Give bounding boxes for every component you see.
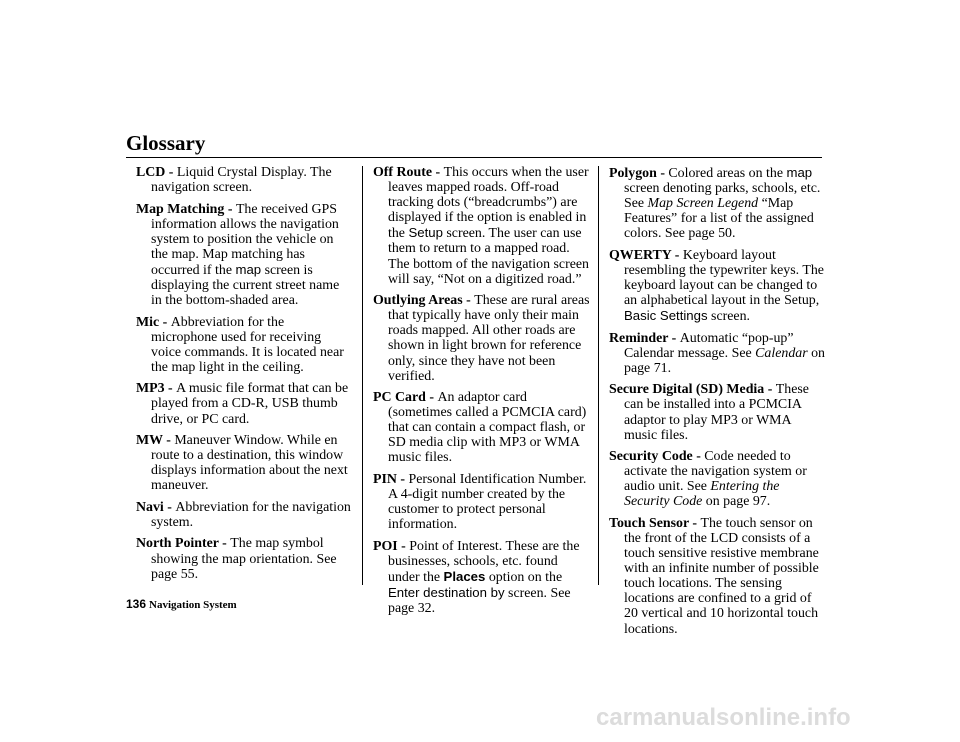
glossary-definition: The map symbol showing the map orientation. See page 55. (151, 536, 337, 582)
glossary-ref: Map Screen Legend (647, 196, 759, 212)
page-title: Glossary (126, 131, 206, 155)
glossary-ref: map (235, 261, 262, 277)
glossary-entry (609, 382, 825, 442)
glossary-entry (609, 248, 825, 324)
page-number: 136 (126, 597, 147, 611)
glossary-definition: on page 97. (702, 494, 771, 510)
glossary-term: Touch Sensor - (609, 515, 701, 531)
glossary-definition: Automatic “pop-up” Calendar message. See (624, 330, 794, 361)
glossary-definition: A music file format that can be played from a CD-R, USB thumb drive, or PC card. (151, 381, 349, 427)
glossary-term: LCD - (136, 165, 177, 180)
glossary-definition: Keyboard layout resembling the typewriter keys. The keyboard layout can be changed to an alphabetical layout in the Setup, (624, 247, 824, 309)
glossary-definition: This occurs when the user leaves mapped roads. Off-road tracking dots (“breadcrumbs”) are displayed if the option is enabled in the (388, 165, 589, 242)
glossary-definition: These can be installed into a PCMCIA adaptor to play MP3 or WMA music files. (624, 382, 809, 443)
glossary-term: Polygon - (609, 166, 669, 181)
glossary-definition: Liquid Crystal Display. The navigation screen. (151, 165, 332, 196)
glossary-entry (609, 449, 825, 509)
column-divider (598, 166, 599, 585)
glossary-definition: Colored areas on the (668, 166, 787, 181)
watermark: carmanualsonline.info (596, 704, 851, 731)
glossary-definition: Maneuver Window. While en route to a destination, this window displays information about the next maneuver. (151, 433, 348, 494)
page-footer (126, 597, 237, 612)
glossary-entry (373, 390, 591, 465)
glossary-term: PIN - (373, 471, 409, 487)
glossary-entry (136, 315, 352, 375)
glossary-term: Secure Digital (SD) Media - (609, 382, 776, 398)
glossary-entry (136, 536, 352, 581)
glossary-definition: The touch sensor on the front of the LCD consists of a touch sensitive resistive membrane with an infinite number of possible touch locations. The sensing locations are confined to a grid of 20 vertical and 10 horizontal touch locations. (624, 515, 819, 637)
glossary-definition: “Map Features” for a list of the assigned colors. See page 50. (624, 196, 814, 242)
glossary-definition: screen. See page 32. (388, 586, 571, 617)
glossary-definition: An adaptor card (sometimes called a PCMCIA card) that can contain a compact flash, or SD media clip with MP3 or WMA music files. (388, 390, 587, 466)
glossary-term: Outlying Areas - (373, 293, 475, 309)
glossary-definition: screen denoting parks, schools, etc. See (624, 181, 821, 212)
column-divider (362, 166, 363, 585)
glossary-entry (373, 165, 591, 287)
glossary-definition: Abbreviation for the navigation system. (151, 499, 351, 530)
glossary-term: MP3 - (136, 381, 177, 397)
glossary-ref: Calendar (755, 345, 808, 361)
glossary-entry (609, 516, 825, 637)
glossary-entry (609, 331, 825, 376)
glossary-ref: Entering the Security Code (624, 479, 780, 510)
glossary-term: North Pointer - (136, 536, 231, 552)
glossary-definition: screen. The user can use them to return to a mapped road. The bottom of the navigation screen will say, “Not on a digitized road.” (388, 226, 589, 287)
glossary-definition: These are rural areas that typically have only their main roads mapped. All other roads are shown in light brown for reference only, since they have not been verified. (388, 293, 590, 384)
glossary-ref: map (786, 165, 813, 180)
glossary-column-3 (609, 165, 825, 643)
glossary-term: Map Matching - (136, 201, 236, 217)
glossary-entry (136, 165, 352, 195)
glossary-term: Off Route - (373, 165, 444, 180)
glossary-entry (136, 381, 352, 426)
glossary-term: Navi - (136, 499, 176, 515)
glossary-definition: on page 71. (624, 345, 825, 376)
glossary-entry (609, 165, 825, 241)
glossary-definition: The received GPS information allows the navigation system to position the vehicle on the map. Map matching has occurred if the (151, 201, 339, 278)
glossary-term: Reminder - (609, 330, 680, 346)
glossary-definition: Point of Interest. These are the businesses, schools, etc. found under the (388, 538, 580, 585)
glossary-definition: screen. (707, 309, 750, 325)
glossary-definition: Abbreviation for the microphone used for receiving voice commands. It is located near the map light in the ceiling. (151, 314, 344, 375)
glossary-term: Security Code - (609, 449, 705, 465)
glossary-ref: Basic Settings (624, 308, 708, 324)
glossary-term: QWERTY - (609, 247, 683, 263)
glossary-entry (373, 539, 591, 616)
glossary-entry (136, 202, 352, 309)
glossary-entry (136, 433, 352, 493)
glossary-entry (136, 500, 352, 530)
glossary-definition: screen is displaying the current street name in the bottom-shaded area. (151, 262, 340, 309)
section-label: Navigation System (149, 599, 237, 611)
glossary-definition: Code needed to activate the navigation system or audio unit. See (624, 449, 807, 495)
glossary-definition: Personal Identification Number. A 4-digit number created by the customer to protect personal information. (388, 471, 587, 533)
glossary-column-1 (136, 165, 352, 588)
title-rule (126, 157, 822, 158)
glossary-definition: option on the (485, 569, 563, 585)
glossary-column-2 (373, 165, 591, 623)
glossary-term: PC Card - (373, 390, 438, 406)
glossary-ref: Setup (408, 225, 443, 241)
glossary-term: Mic - (136, 314, 171, 330)
glossary-term: POI - (373, 538, 410, 554)
glossary-entry (373, 293, 591, 384)
glossary-ref: Places (443, 568, 486, 584)
glossary-entry (373, 472, 591, 532)
glossary-ref: Enter destination by (388, 585, 505, 600)
glossary-term: MW - (136, 433, 175, 449)
